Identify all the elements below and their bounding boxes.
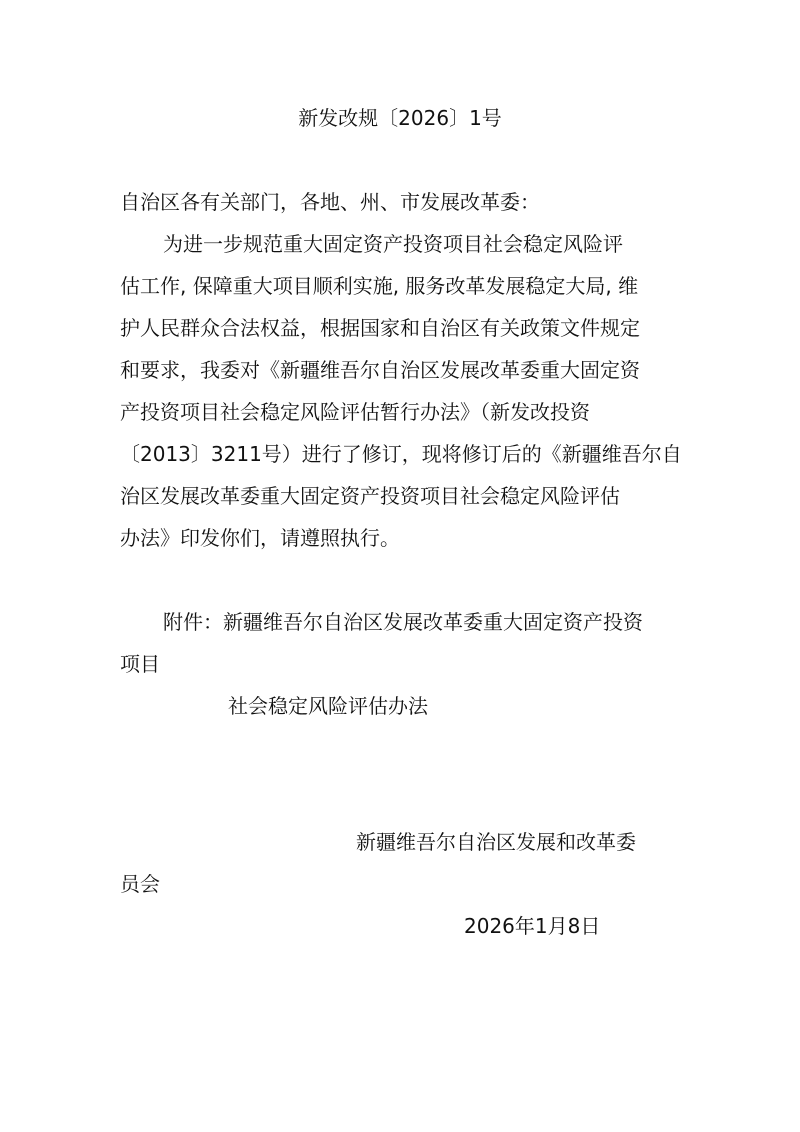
body-line: 产投资项目社会稳定风险评估暂行办法》（新发改投资 (120, 400, 590, 424)
body-line: 估工作, 保障重大项目顺利实施, 服务改革发展稳定大局, 维 (120, 274, 639, 298)
sender-organization-continued: 员会 (120, 872, 160, 896)
attachment-subtitle: 社会稳定风险评估办法 (228, 694, 428, 718)
document-number: 新发改规〔2026〕1号 (298, 106, 502, 130)
salutation: 自治区各有关部门，各地、州、市发展改革委： (120, 190, 540, 214)
body-line: 办法》印发你们，请遵照执行。 (120, 526, 400, 550)
body-line: 和要求，我委对《新疆维吾尔自治区发展改革委重大固定资 (120, 358, 640, 382)
attachment-title-continued: 项目 (120, 652, 160, 676)
sender-organization: 新疆维吾尔自治区发展和改革委 (356, 830, 636, 854)
body-line: 护人民群众合法权益，根据国家和自治区有关政策文件规定 (120, 316, 640, 340)
body-line: 〔2013〕3211号）进行了修订，现将修订后的《新疆维吾尔自 (120, 442, 682, 466)
body-line: 治区发展改革委重大固定资产投资项目社会稳定风险评估 (120, 484, 620, 508)
attachment-title: 附件：新疆维吾尔自治区发展改革委重大固定资产投资 (163, 610, 643, 634)
body-line: 为进一步规范重大固定资产投资项目社会稳定风险评 (163, 232, 623, 256)
issue-date: 2026年1月8日 (464, 914, 601, 938)
